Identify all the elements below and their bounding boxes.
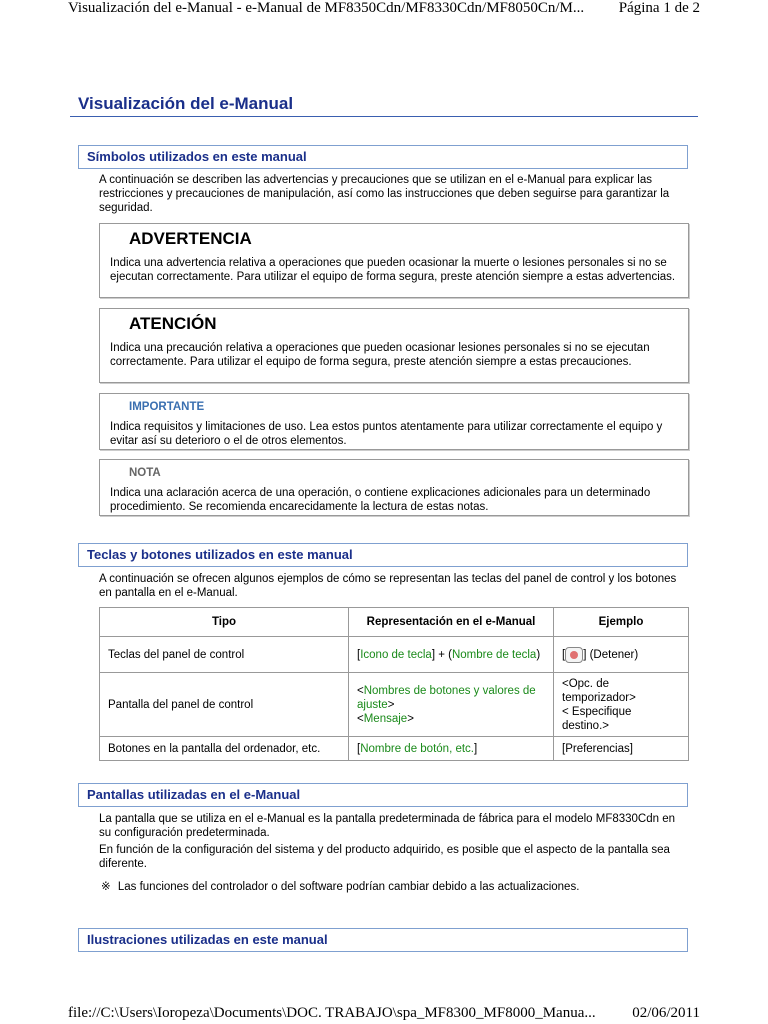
screens-note [101,880,686,894]
print-footer-path: file://C:\Users\Ioropeza\Documents\DOC. TRABAJO\spa_MF8300_MF8000_Manua... [68,1005,596,1021]
advertencia-box [99,223,689,298]
rep-icon-key: Icono de tecla [360,648,432,661]
screens-p1: La pantalla que se utiliza en el e-Manual es la pantalla predeterminada de fábrica para el modelo MF8330Cdn en su configuración predeterminada. [99,813,676,839]
keys-table [99,607,689,761]
cell-example: [ ] (Detener) [554,637,689,673]
cell-tipo: Botones en la pantalla del ordenador, etc. [100,737,349,761]
section-heading-screens: Pantallas utilizadas en el e-Manual [78,783,688,807]
keys-intro: A continuación se ofrecen algunos ejemplos de cómo se representan las teclas del panel de control y los botones en pantalla en el e-Manual. [99,573,677,599]
section-heading-symbols: Símbolos utilizados en este manual [78,145,688,169]
screens-p2: En función de la configuración del sistema y del producto adquirido, es posible que el aspecto de la pantalla sea diferente. [99,844,670,870]
print-footer [68,1005,700,1022]
symbols-intro: A continuación se describen las advertencias y precauciones que se utilizan en el e-Manual para explicar las restricciones y precauciones de manipulación, así como las instrucciones que deben seguirse para garantizar la seguridad. [99,174,670,214]
example-destination: < Especifique destino.> [562,705,632,732]
atencion-title: ATENCIÓN [129,314,217,333]
screens-note-text: Las funciones del controlador o del software podrían cambiar debido a las actualizaciones. [117,881,580,893]
section-heading-illustrations: Ilustraciones utilizadas en este manual [78,928,688,952]
stop-key-icon [565,647,583,663]
note-mark-icon: ※ [101,881,111,893]
cell-rep: [Icono de tecla] + (Nombre de tecla) [349,637,554,673]
title-divider [70,116,698,117]
nota-box [99,459,689,516]
table-row [100,737,689,761]
importante-title: IMPORTANTE [129,401,205,413]
column-header: Representación en el e-Manual [349,608,554,637]
print-footer-date: 02/06/2011 [632,1005,700,1021]
cell-example [554,673,689,737]
rep-button-name: Nombre de botón, etc. [360,742,474,755]
cell-tipo: Teclas del panel de control [100,637,349,673]
rep-button-names: Nombres de botones y valores de ajuste [357,684,536,711]
print-header [68,0,700,17]
cell-tipo: Pantalla del panel de control [100,673,349,737]
print-header-title: Visualización del e-Manual - e-Manual de MF8350Cdn/MF8330Cdn/MF8050Cn/M... [68,0,585,16]
nota-text: Indica una aclaración acerca de una operación, o contiene explicaciones adicionales para un determinado procedimiento. Se recomienda encarecidamente la lectura de estas notas. [110,487,651,513]
advertencia-title: ADVERTENCIA [129,229,252,248]
atencion-box [99,308,689,383]
column-header: Ejemplo [554,608,689,637]
example-timer: <Opc. de temporizador> [562,677,636,704]
importante-text: Indica requisitos y limitaciones de uso. Lea estos puntos atentamente para utilizar correctamente el equipo y evitar así su deterioro o el de otros elementos. [110,421,663,447]
print-header-page: Página 1 de 2 [618,0,700,16]
table-row [100,673,689,737]
atencion-text: Indica una precaución relativa a operaciones que pueden ocasionar lesiones personales si no se ejecutan correctamente. Para utilizar el equipo de forma segura, preste atención siempre a estas precauciones. [110,342,650,368]
advertencia-text: Indica una advertencia relativa a operaciones que pueden ocasionar la muerte o lesiones personales si no se ejecutan correctamente. Para utilizar el equipo de forma segura, preste atención siempre a estas advertencias. [110,257,676,283]
table-row [100,637,689,673]
example-stop-label: (Detener) [589,648,639,661]
nota-title: NOTA [129,467,161,479]
page-title: Visualización del e-Manual [78,94,294,113]
column-header: Tipo [100,608,349,637]
rep-key-name: Nombre de tecla [451,648,537,661]
section-heading-keys: Teclas y botones utilizados en este manual [78,543,688,567]
cell-rep: <Nombres de botones y valores de ajuste> <Mensaje> [349,673,554,737]
cell-rep: [Nombre de botón, etc.] [349,737,554,761]
rep-message: Mensaje [363,712,408,725]
importante-box [99,393,689,450]
table-header-row [100,608,689,637]
cell-example: [Preferencias] [554,737,689,761]
